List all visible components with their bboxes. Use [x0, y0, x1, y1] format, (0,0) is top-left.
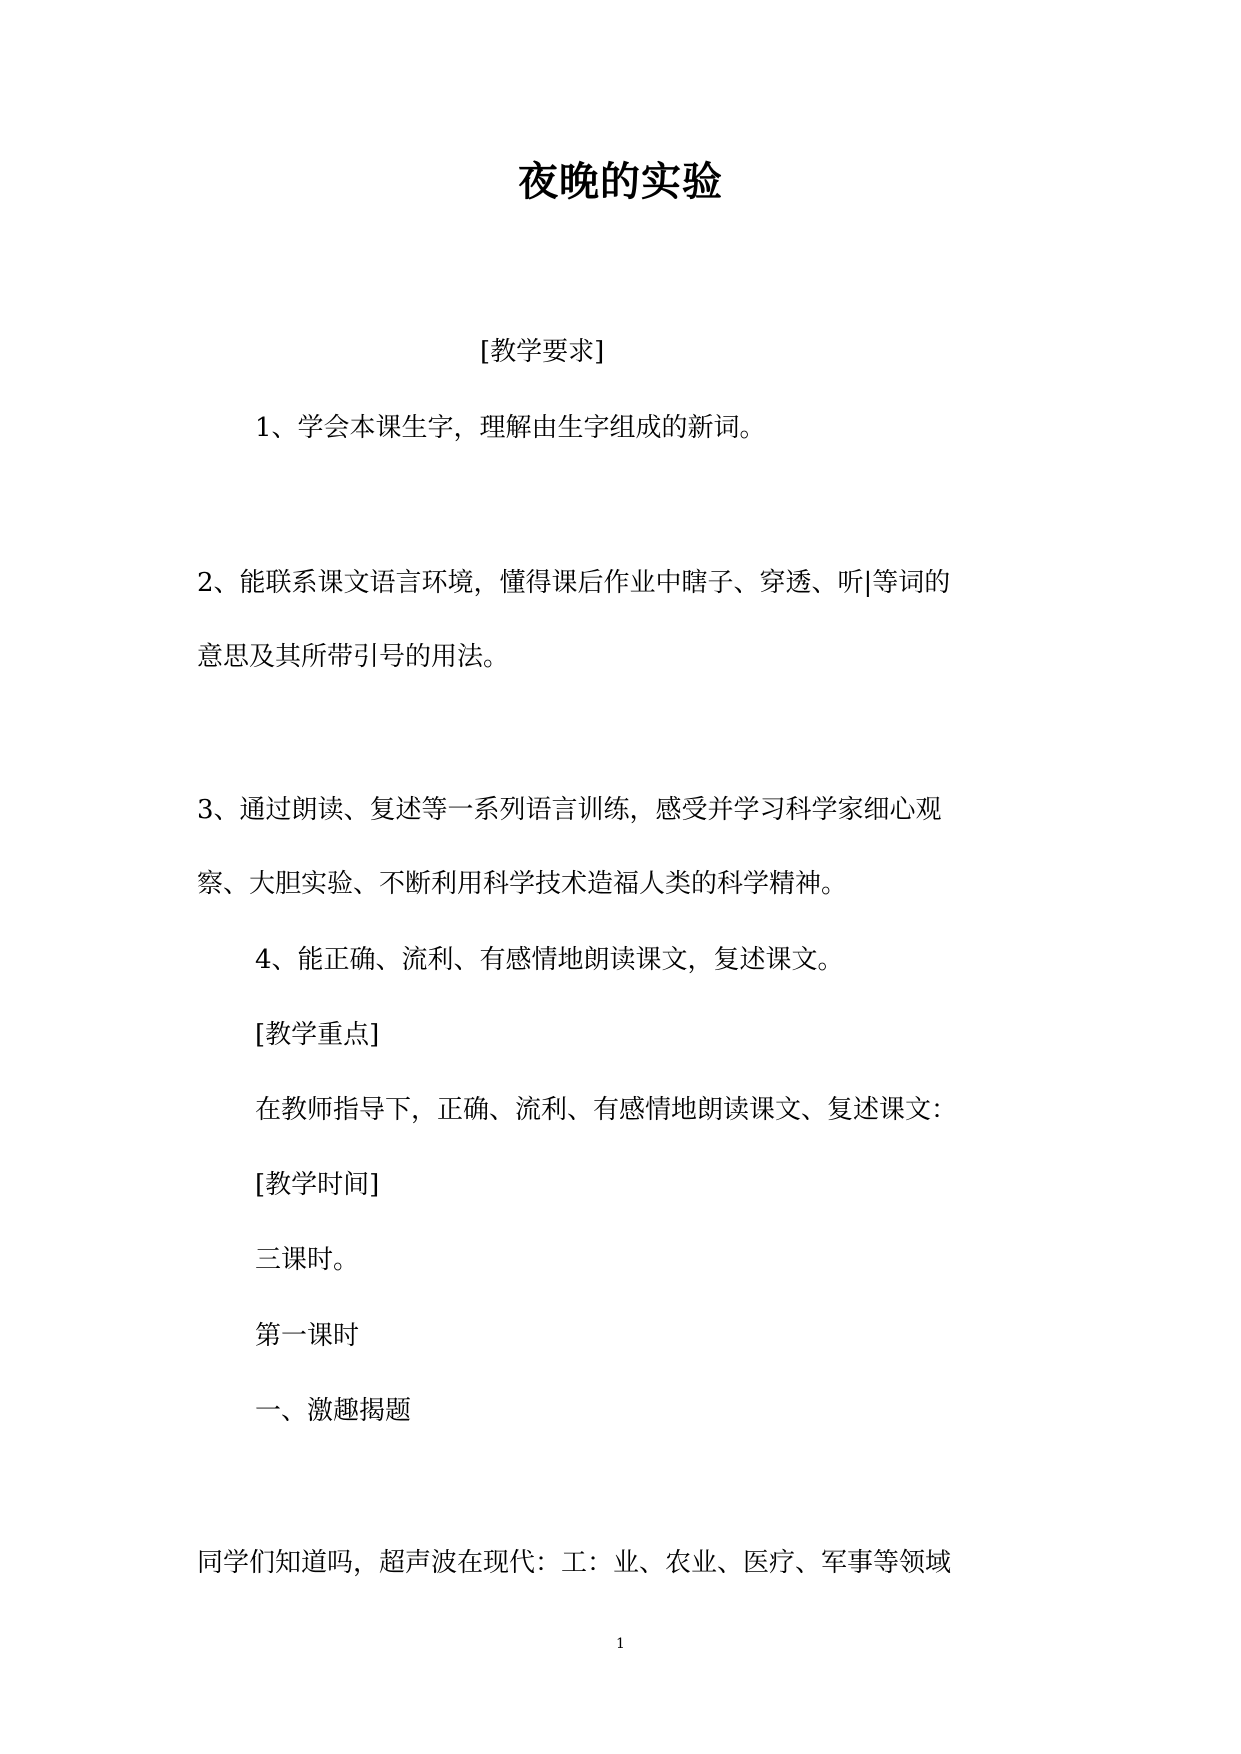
section-heading-teaching-requirements: [教学要求]: [480, 337, 605, 367]
requirement-item-3-continued: 察、大胆实验、不断利用科学技术造福人类的科学精神。: [197, 869, 848, 899]
teaching-focus-text: 在教师指导下，正确、流利、有感情地朗读课文、复述课文：: [255, 1095, 958, 1125]
document-title: 夜晚的实验: [518, 159, 723, 205]
requirement-item-3: 3、通过朗读、复述等一系列语言训练，感受并学习科学家细心观: [197, 795, 942, 825]
requirement-item-2-continued: 意思及其所带引号的用法。: [197, 642, 510, 672]
teaching-time-text: 三课时。: [255, 1245, 360, 1275]
section-heading-teaching-focus: [教学重点]: [255, 1020, 380, 1050]
lesson-heading-first: 第一课时: [255, 1321, 360, 1351]
page-number: 1: [616, 1636, 625, 1652]
requirement-item-4: 4、能正确、流利、有感情地朗读课文，复述课文。: [255, 945, 844, 975]
requirement-item-2: 2、能联系课文语言环境，懂得课后作业中瞎子、穿透、听|等词的: [197, 568, 951, 598]
requirement-item-1: 1、学会本课生字，理解由生字组成的新词。: [255, 413, 766, 443]
step-heading-1: 一、激趣揭题: [255, 1396, 412, 1426]
section-heading-teaching-time: [教学时间]: [255, 1170, 380, 1200]
body-paragraph: 同学们知道吗，超声波在现代：工：业、农业、医疗、军事等领域: [197, 1548, 952, 1578]
